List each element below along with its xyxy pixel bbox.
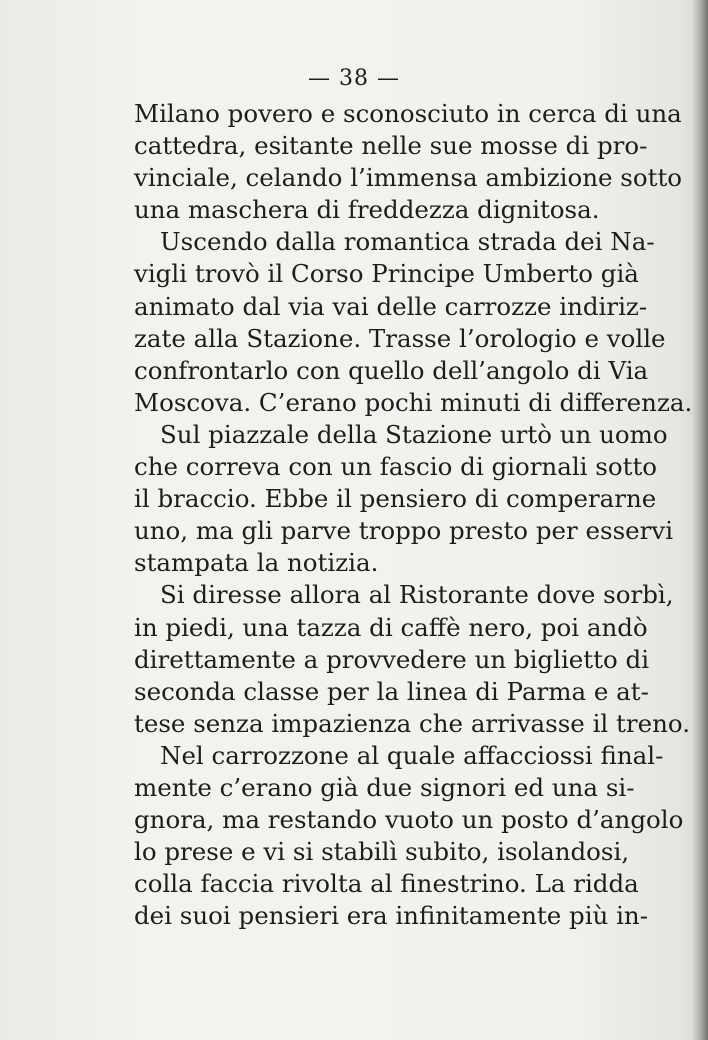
text-line: Nel carrozzone al quale affacciossi final-: [160, 740, 664, 770]
text-line: Moscova. C’erano pochi minuti di differenza.: [134, 387, 693, 417]
text-line: Milano povero e sconosciuto in cerca di una: [134, 99, 682, 128]
text-line: zate alla Stazione. Trasse l’orologio e volle: [134, 323, 666, 353]
text-line: lo prese e vi si stabilì subito, isolandosi,: [134, 837, 630, 867]
page-binding-shadow: [692, 0, 708, 1040]
text-line: colla faccia rivolta al finestrino. La ridda: [134, 869, 639, 899]
text-line: vinciale, celando l’immensa ambizione sotto: [134, 163, 683, 193]
text-line: dei suoi pensieri era infinitamente più in-: [134, 901, 648, 931]
text-line: direttamente a provvedere un biglietto di: [134, 644, 650, 674]
text-line: una maschera di freddezza dignitosa.: [134, 195, 600, 225]
body-text: [134, 98, 693, 932]
text-line: Si diresse allora al Ristorante dove sorbì,: [160, 580, 674, 610]
paragraph-4: [134, 579, 690, 739]
text-line: Uscendo dalla romantica strada dei Na-: [160, 227, 655, 257]
paragraph-5: [134, 740, 684, 933]
page-number: — 38 —: [308, 66, 400, 91]
text-line: mente c’erano già due signori ed una si-: [134, 772, 635, 802]
text-line: gnora, ma restando vuoto un posto d’angolo: [134, 805, 684, 835]
text-line: Sul piazzale della Stazione urtò un uomo: [160, 419, 668, 449]
text-line: il braccio. Ebbe il pensiero di comperarne: [134, 484, 657, 514]
text-line: uno, ma gli parve troppo presto per esservi: [134, 516, 674, 546]
text-line: seconda classe per la linea di Parma e at-: [134, 676, 649, 706]
text-line: che correva con un fascio di giornali sotto: [134, 452, 658, 482]
text-line: stampata la notizia.: [134, 548, 379, 578]
text-line: in piedi, una tazza di caffè nero, poi andò: [134, 612, 648, 642]
paragraph-3: [134, 419, 674, 579]
text-line: tese senza impazienza che arrivasse il treno.: [134, 708, 690, 738]
text-line: vigli trovò il Corso Principe Umberto già: [134, 259, 639, 289]
paragraph-1: [134, 98, 683, 226]
text-line: cattedra, esitante nelle sue mosse di pro-: [134, 131, 648, 161]
paragraph-2: [134, 226, 693, 419]
text-line: confrontarlo con quello dell’angolo di Via: [134, 355, 649, 385]
text-line: animato dal via vai delle carrozze indiriz-: [134, 291, 648, 321]
